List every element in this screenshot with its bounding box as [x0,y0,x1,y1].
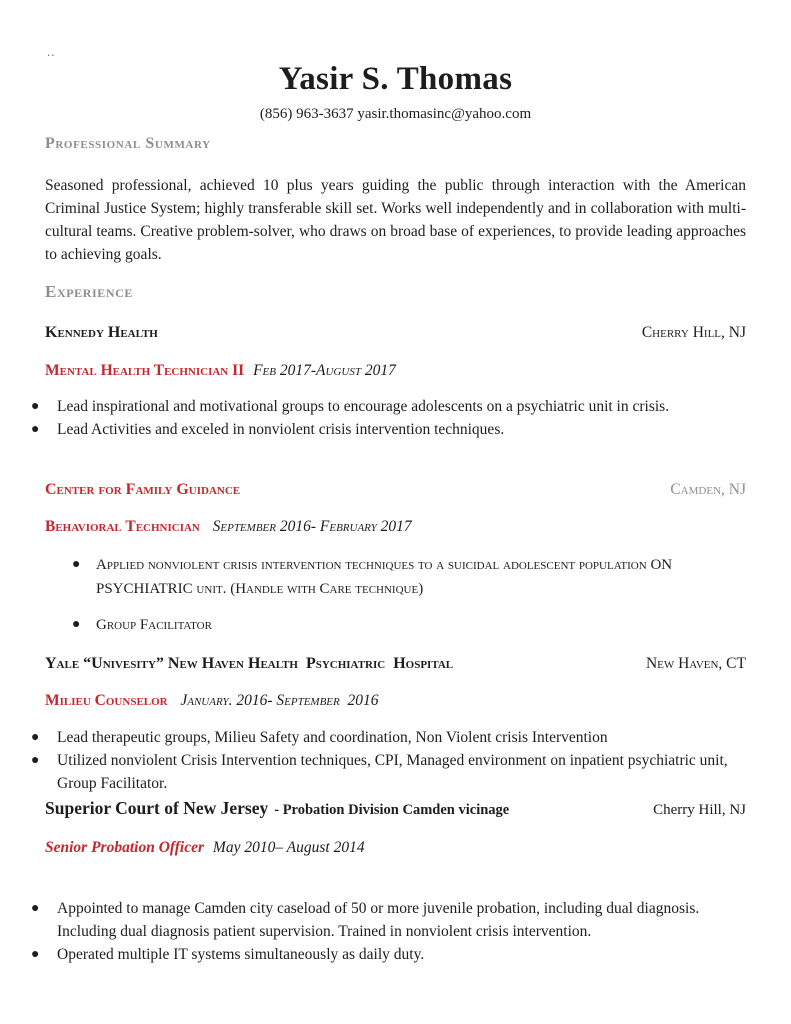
bullet-marker: ● [31,753,40,768]
company-line [45,481,746,499]
bullet-text: Appointed to manage Camden city caseload of 50 or more juvenile probation, including dual diagnosis. Including dual diagnosis patient supervision. Trained in nonviolent crisis intervention. [57,900,700,940]
job-title: Senior Probation Officer [45,839,205,856]
job-dates: May 2010– August 2014 [212,839,365,856]
bullet-text: Lead inspirational and motivational groups to encourage adolescents on a psychiatric unit in crisis. [57,398,670,415]
job-location: Cherry Hill, NJ [653,802,746,818]
bullet-item [29,943,746,966]
bullet-text: Applied nonviolent crisis intervention techniques to a suicidal adolescent population ON PSYCHIATRIC unit. (Handle with Care technique) [96,557,673,597]
job-center-for-family-guidance [45,481,746,637]
resume-name: Yasir S. Thomas [278,61,513,97]
bullet-marker: ● [31,399,40,414]
bullet-item [29,897,746,943]
bullet-marker: ● [31,730,40,745]
company-name: Yale “Univesity” New Haven Health Psychiatric Hospital [45,655,454,672]
job-location: Camden, NJ [670,481,746,498]
company-name: Kennedy Health [45,324,158,341]
bullet-text: Group Facilitator [96,617,212,633]
job-kennedy-health [31,324,746,441]
company-line [45,324,746,342]
job-title: Mental Health Technician II [45,362,245,379]
bullet-item [71,553,746,601]
bullet-item [29,726,746,749]
company-name: Center for Family Guidance [45,481,241,498]
title-line [45,518,746,536]
bullet-marker: ● [72,617,81,632]
bullet-item [29,418,746,441]
title-line [45,839,746,857]
bullet-item [71,613,746,637]
job-dates: Feb 2017-August 2017 [253,362,396,379]
section-heading-experience: Experience [45,282,134,301]
resume-header [0,0,791,123]
job-title: Milieu Counselor [45,692,168,709]
bullet-list [45,553,746,637]
title-line [45,692,746,710]
company-line [45,798,746,819]
job-yale-new-haven [31,655,746,795]
corner-mark: .. [47,44,56,59]
job-location: New Haven, CT [645,655,746,672]
bullet-text: Utilized nonviolent Crisis Intervention techniques, CPI, Managed environment on inpatient psychiatric unit, Group Facilitator. [57,752,728,792]
bullet-item [29,749,746,795]
job-title: Behavioral Technician [45,518,200,535]
job-dates: January. 2016- September 2016 [176,692,379,709]
summary-paragraph: Seasoned professional, achieved 10 plus years guiding the public through interaction with the American Criminal Justice System; highly transferable skill set. Works well independently and in collaboration with multi-cultural teams. Creative problem-solver, who draws on broad base of experiences, to provide leading approaches to achieving goals. [45,177,746,263]
bullet-marker: ● [72,557,81,572]
bullet-list [31,395,746,441]
bullet-text: Lead therapeutic groups, Milieu Safety and coordination, Non Violent crisis Intervention [57,729,608,746]
bullet-marker: ● [31,947,40,962]
bullet-marker: ● [31,422,40,437]
title-line [45,362,746,380]
contact-line: (856) 963-3637 yasir.thomasinc@yahoo.com [259,106,532,122]
bullet-text: Lead Activities and exceled in nonviolent crisis intervention techniques. [57,421,505,438]
bullet-list [31,897,746,966]
company-suffix: - Probation Division Camden vicinage [274,802,510,818]
company-name: Superior Court of New Jersey [45,798,269,818]
bullet-item [29,395,746,418]
bullet-marker: ● [31,901,40,916]
company-line [45,655,746,673]
company-name-group [45,798,509,819]
job-dates: September 2016- February 2017 [208,518,412,535]
bullet-text: Operated multiple IT systems simultaneously as daily duty. [57,946,425,963]
bullet-list [31,726,746,795]
resume-body [0,134,791,966]
section-heading-professional-summary: Professional Summary [45,135,211,152]
job-superior-court-nj [31,798,746,966]
job-location: Cherry Hill, NJ [641,324,746,341]
